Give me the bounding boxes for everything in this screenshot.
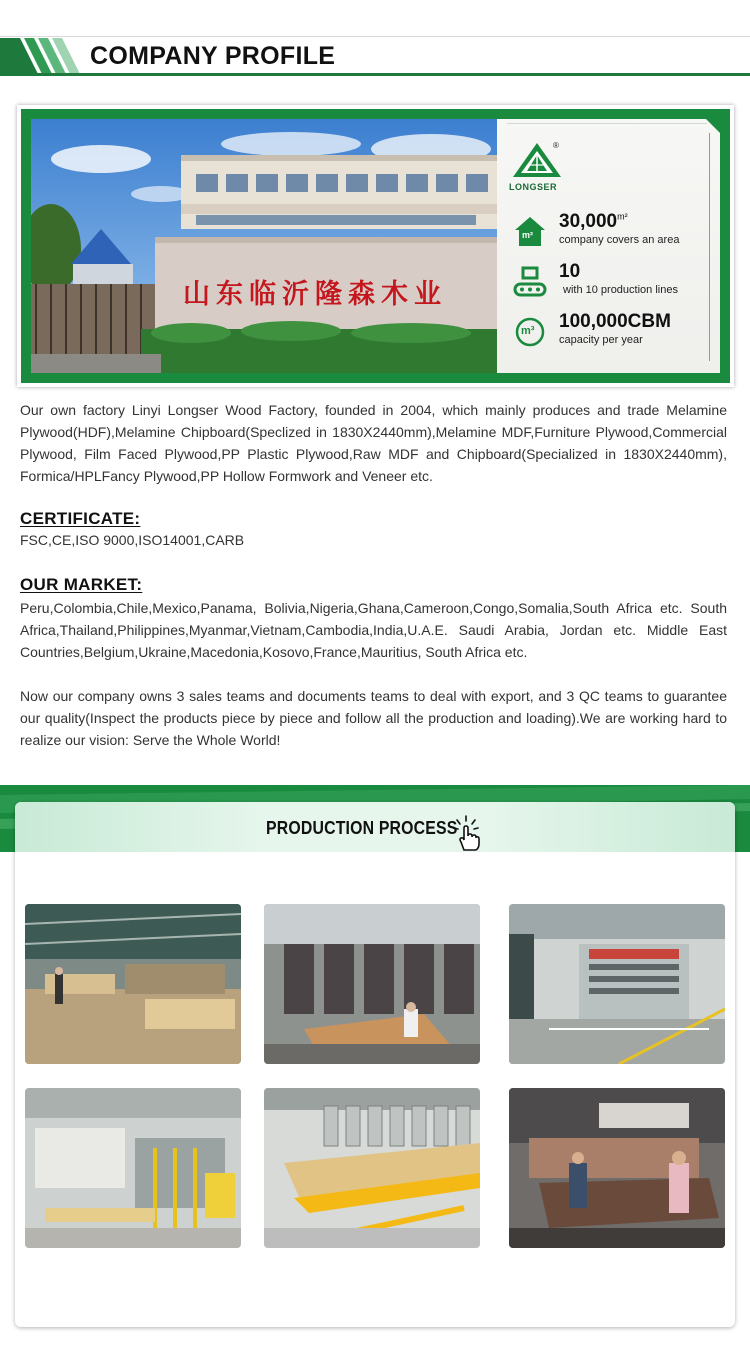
production-process-card	[15, 802, 735, 1327]
factory-banner	[17, 105, 734, 387]
teams-paragraph: Now our company owns 3 sales teams and documents teams to deal with export, and 3 QC teams to guarantee our quality(Inspect the products piece by piece and follow all the production and loading).We are working hard to realize our vision: Serve the Whole World!	[20, 688, 727, 748]
factory-photo	[31, 119, 497, 373]
workshop-stacks-photo	[25, 904, 241, 1064]
certificate-list: FSC,CE,ISO 9000,ISO14001,CARB	[20, 532, 245, 548]
company-stats-panel	[497, 119, 720, 373]
market-heading: OUR MARKET:	[20, 575, 143, 594]
stats-corner-triangle	[706, 119, 720, 133]
hot-press-line-photo	[264, 904, 480, 1064]
process-title: PRODUCTION PROCESS	[266, 818, 458, 838]
production-line-icon	[513, 264, 547, 298]
stat-capacity-description: capacity per year	[559, 334, 643, 346]
logo-registered-mark: ®	[553, 141, 559, 150]
stat-lines-value: 10	[559, 261, 581, 282]
machinery-line-photo	[25, 1088, 241, 1248]
certificate-heading: CERTIFICATE:	[20, 509, 141, 528]
banner-green-frame	[21, 109, 730, 383]
intro-paragraph: Our own factory Linyi Longser Wood Factory, founded in 2004, which mainly produces and trade Melamine Plywood(HDF),Melamine Chipboard(Speclized in 1830X2440mm),Melamine MDF,Furniture Plywood,Commercial Plywood, Film Faced Plywood,PP Plastic Plywood,Raw MDF and Chipboard(Specialized in 1830X2440mm), Formica/HPLFancy Plywood,PP Hollow Formwork and Veneer etc.	[20, 402, 727, 484]
market-paragraph: Peru,Colombia,Chile,Mexico,Panama, Bolivia,Nigeria,Ghana,Cameroon,Congo,Somalia,South Africa etc. South Africa,Thailand,Philippines,Myanmar,Vietnam,Cambodia,India,U.A.E. Saudi Arabia, Jordan etc. Middle East Countries,Belgium,Ukraine,Macedonia,Kosovo,France,Mauritius, South Africa etc.	[20, 600, 727, 660]
cutting-saw-photo	[264, 1088, 480, 1248]
factory-sign-text: 山东临沂隆森木业	[183, 279, 447, 310]
m2-icon-label: m²	[522, 230, 533, 240]
page-title: COMPANY PROFILE	[90, 42, 336, 70]
logo-text: LONGSER	[509, 182, 558, 192]
stat-area-value: $30,000^{m^2}$	[559, 211, 628, 232]
header-top-divider	[0, 36, 750, 37]
stats-top-rule	[507, 123, 707, 124]
header-stripes-decoration	[0, 38, 84, 74]
stat-lines	[513, 261, 713, 305]
stat-area-description: company covers an area	[559, 234, 680, 246]
stat-capacity-value: 100,000CBM	[559, 311, 671, 332]
hand-pointer-icon	[449, 814, 483, 852]
stat-lines-description: with 10 production lines	[563, 284, 678, 296]
stat-capacity	[513, 311, 713, 355]
header-underline	[0, 73, 750, 76]
m3-icon-label: m³	[521, 325, 535, 337]
laminating-workers-photo	[509, 1088, 725, 1248]
press-machine-photo	[509, 904, 725, 1064]
stat-area	[513, 211, 713, 255]
